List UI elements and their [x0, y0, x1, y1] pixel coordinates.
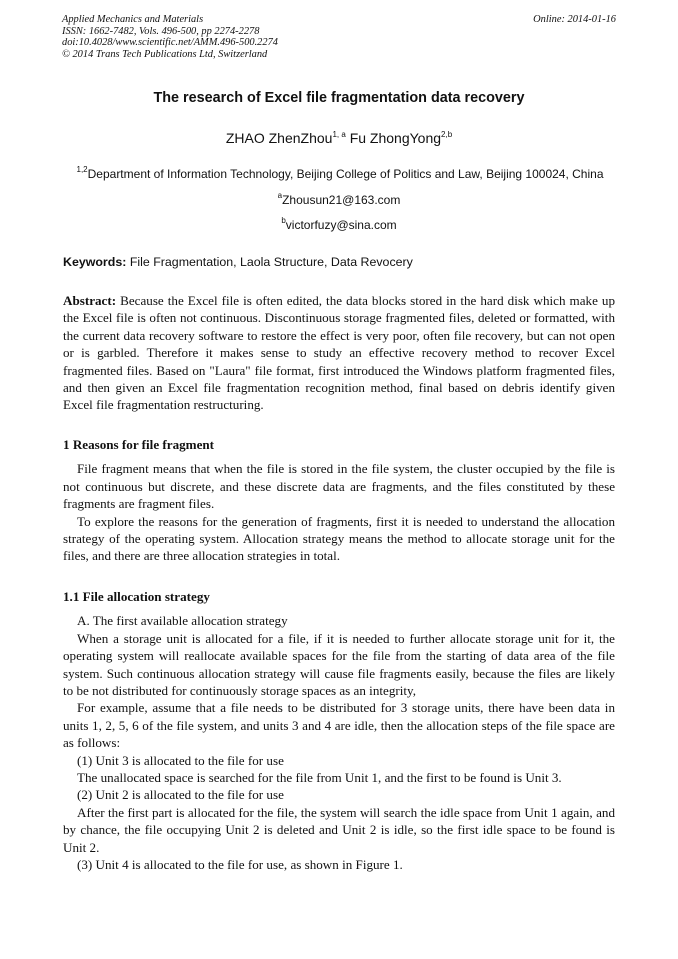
section-1-1	[63, 588, 615, 874]
author-1: ZHAO ZhenZhou	[225, 130, 333, 146]
abstract-text: Because the Excel file is often edited, the data blocks stored in the hard disk which make up the Excel file is often not continuous. Discontinuous storage fragmented files, deleted or formatted, with the current data recovery software to restore the effect is very poor, often file recovery, but can not open or is garbled. Therefore it makes sense to study an effective recovery method to recover Excel fragmented files. Based on "Laura" file format, first introduced the Windows platform fragmented files, and then given an Excel file fragmentation recognition method, final based on debris identify given Excel file fragmentation restructuring.	[63, 293, 615, 413]
journal-header	[62, 14, 618, 60]
abstract	[63, 292, 615, 414]
section-1-1-paragraph: When a storage unit is allocated for a file, if it is needed to further allocate storage unit for it, the operating system will reallocate available spaces for the file from the starting of data area of the file system. Such continuous allocation strategy will cause file fragments easily, because the files are likely to be not distributed for continuously storage spaces as an integrity,	[63, 630, 615, 699]
journal-issn: ISSN: 1662-7482, Vols. 496-500, pp 2274-2278	[62, 25, 260, 37]
email-1-sup: a	[277, 191, 283, 200]
section-1-1-heading: 1.1 File allocation strategy	[63, 589, 210, 604]
author-line	[0, 130, 678, 146]
section-1-paragraph: File fragment means that when the file is stored in the file system, the cluster occupied by the file is not continuous but discrete, and these discrete data are fragments, and the files constituted by these fragments are fragment files.	[63, 461, 615, 512]
section-1-1-paragraph: (1) Unit 3 is allocated to the file for use	[77, 752, 284, 768]
section-1-1-paragraph: (3) Unit 4 is allocated to the file for use, as shown in Figure 1.	[77, 857, 403, 873]
section-1	[63, 436, 615, 565]
email-2-sup: b	[281, 216, 286, 225]
section-1-1-paragraph: (2) Unit 2 is allocated to the file for use	[77, 787, 284, 803]
email-1-text: Zhousun21@163.com	[282, 193, 401, 207]
section-1-heading: 1 Reasons for file fragment	[63, 437, 215, 452]
email-2	[0, 216, 678, 232]
abstract-label: Abstract:	[63, 293, 117, 308]
section-1-1-paragraph: After the first part is allocated for the file, the system will search the idle space from Unit 1 again, and by chance, the file occupying Unit 2 is deleted and Unit 2 is idle, so the first idle space to be found is Unit 2.	[63, 804, 615, 855]
journal-name: Applied Mechanics and Materials	[62, 14, 204, 25]
section-1-1-paragraph: The unallocated space is searched for the file from Unit 1, and the first to be found is Unit 3.	[77, 770, 562, 786]
online-date: Online: 2014-01-16	[533, 14, 616, 25]
keywords-label: Keywords:	[63, 255, 127, 269]
journal-doi: doi:10.4028/www.scientific.net/AMM.496-500.2274	[62, 37, 278, 49]
paper-title: The research of Excel file fragmentation data recovery	[153, 90, 525, 106]
author-2-sup: 2,b	[441, 130, 453, 139]
section-1-1-paragraph: For example, assume that a file needs to be distributed for 3 storage units, there have been data in units 1, 2, 5, 6 of the file system, and units 3 and 4 are idle, then the allocation steps of the file space are as follows:	[63, 700, 615, 751]
section-1-paragraph: To explore the reasons for the generation of fragments, first it is needed to understand the allocation strategy of the operating system. Allocation strategy means the method to allocate storage unit for the files, and there are three allocation strategies in total.	[63, 513, 615, 564]
keywords-text: File Fragmentation, Laola Structure, Data Revocery	[129, 255, 413, 269]
keywords	[63, 255, 618, 269]
affiliation	[62, 165, 618, 181]
email-2-text: victorfuzy@sina.com	[285, 218, 397, 232]
affiliation-text: Department of Information Technology, Beijing College of Politics and Law, Beijing 100024, China	[87, 167, 604, 181]
email-1	[0, 191, 678, 207]
affiliation-sup: 1,2	[76, 165, 88, 174]
journal-copyright: © 2014 Trans Tech Publications Ltd, Switzerland	[62, 48, 268, 60]
author-1-sup: 1, a	[332, 130, 346, 139]
section-1-1-paragraph: A. The first available allocation strategy	[77, 613, 288, 629]
author-2: Fu ZhongYong	[349, 130, 442, 146]
